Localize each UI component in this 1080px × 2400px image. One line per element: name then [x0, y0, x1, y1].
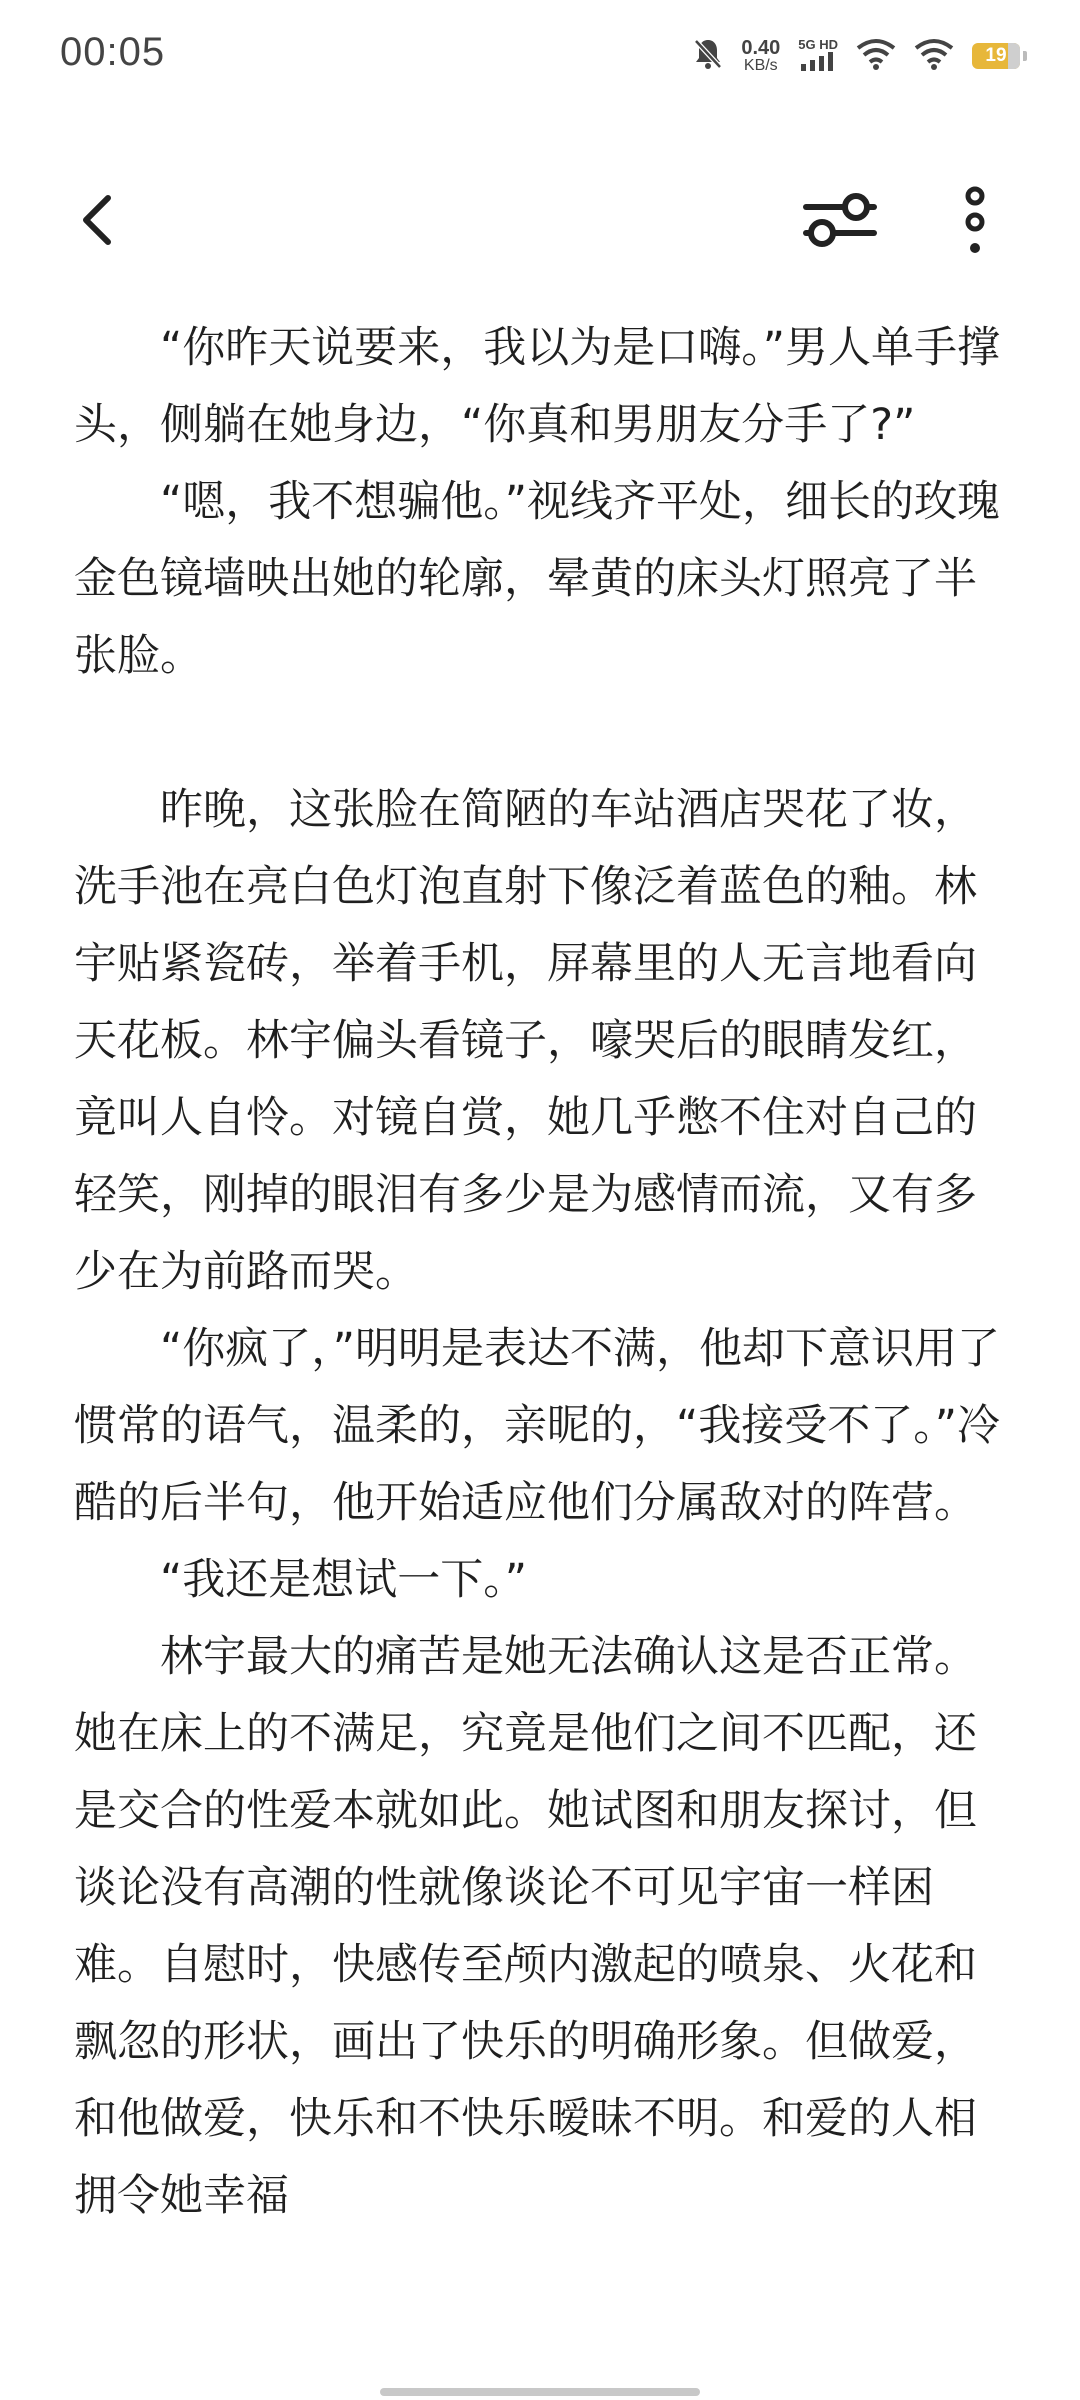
battery-level: 19 — [985, 45, 1007, 66]
article-content — [74, 310, 1014, 2235]
mute-bell-icon — [693, 37, 723, 75]
paragraph: 昨晚，这张脸在简陋的车站酒店哭花了妆，洗手池在亮白色灯泡直射下像泛着蓝色的釉。林宇贴紧瓷砖，举着手机，屏幕里的人无言地看向天花板。林宇偏头看镜子，嚎哭后的眼睛发红，竟叫人自怜。对镜自赏，她几乎憋不住对自己的轻笑，刚掉的眼泪有多少是为感情而流，又有多少在为前路而哭。 — [74, 785, 977, 1297]
network-speed — [741, 38, 780, 74]
paragraph: “你疯了，”明明是表达不满，他却下意识用了惯常的语气，温柔的，亲昵的，“我接受不了。”冷酷的后半句，他开始适应他们分属敌对的阵营。 — [74, 1324, 1001, 1528]
wifi-icon — [856, 38, 896, 74]
sliders-icon — [800, 185, 880, 255]
status-time: 00:05 — [60, 30, 166, 74]
cellular-signal — [798, 38, 838, 75]
battery-icon — [972, 43, 1020, 69]
paragraph: “你昨天说要来，我以为是口嗨。”男人单手撑头，侧躺在她身边，“你真和男朋友分手了?” — [74, 323, 1001, 450]
paragraph: “嗯，我不想骗他。”视线齐平处，细长的玫瑰金色镜墙映出她的轮廓，晕黄的床头灯照亮了半张脸。 — [74, 477, 1001, 681]
gesture-bar[interactable] — [380, 2388, 700, 2396]
more-vertical-icon — [950, 182, 1000, 262]
status-icons — [693, 34, 1020, 78]
network-speed-value: 0.40 — [741, 37, 781, 59]
wifi-icon — [914, 38, 954, 74]
chevron-left-icon — [70, 190, 130, 250]
status-bar — [0, 0, 1080, 110]
network-speed-unit: KB/s — [743, 57, 778, 74]
reading-settings-button[interactable] — [800, 185, 880, 255]
paragraph: 林宇最大的痛苦是她无法确认这是否正常。她在床上的不满足，究竟是他们之间不匹配，还是交合的性爱本就如此。她试图和朋友探讨，但谈论没有高潮的性就像谈论不可见宇宙一样困难。自慰时，快感传至颅内激起的喷泉、火花和飘忽的形状，画出了快乐的明确形象。但做爱，和他做爱，快乐和不快乐暧昧不明。和爱的人相拥令她幸福 — [74, 1632, 977, 2221]
reader-toolbar — [0, 170, 1080, 270]
back-button[interactable] — [70, 190, 130, 250]
paragraph: “我还是想试一下。” — [160, 1555, 528, 1605]
signal-icon — [800, 51, 836, 75]
signal-label: 5G HD — [798, 36, 838, 52]
more-options-button[interactable] — [950, 182, 1000, 262]
